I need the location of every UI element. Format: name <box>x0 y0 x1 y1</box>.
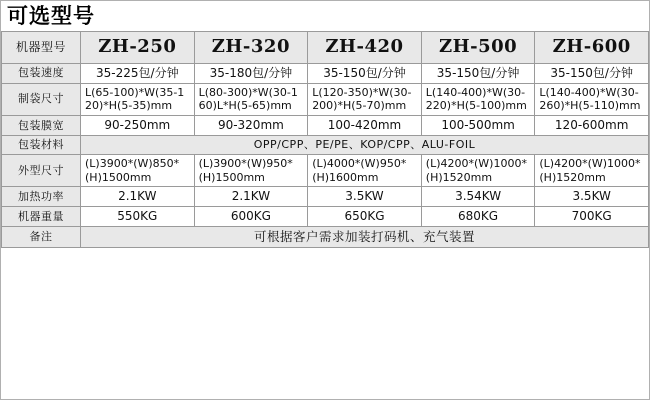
dimensions-value-2: (L)3900*(W)950*(H)1500mm <box>194 154 308 187</box>
film-width-value-3: 100-420mm <box>308 116 422 136</box>
page-title: 可选型号 <box>7 4 95 28</box>
table-row-film-width <box>2 116 649 136</box>
table-row-bag-size <box>2 83 649 116</box>
table-row-material <box>2 136 649 155</box>
power-value-3: 3.5KW <box>308 187 422 207</box>
dimensions-value-4: (L)4200*(W)1000*(H)1520mm <box>421 154 535 187</box>
row-header-weight: 机器重量 <box>2 207 81 227</box>
table-row-power <box>2 187 649 207</box>
row-header-material: 包装材料 <box>2 136 81 155</box>
power-value-5: 3.5KW <box>535 187 649 207</box>
table-row-weight <box>2 207 649 227</box>
specification-table <box>1 31 649 248</box>
dimensions-value-3: (L)4000*(W)950*(H)1600mm <box>308 154 422 187</box>
speed-value-4: 35-150包/分钟 <box>421 63 535 83</box>
bag-size-value-3: L(120-350)*W(30-200)*H(5-70)mm <box>308 83 422 116</box>
remark-value: 可根据客户需求加装打码机、充气装置 <box>81 227 649 248</box>
row-header-film-width: 包装膜宽 <box>2 116 81 136</box>
model-name-5: ZH-600 <box>535 32 649 64</box>
bag-size-value-1: L(65-100)*W(35-120)*H(5-35)mm <box>81 83 195 116</box>
power-value-4: 3.54KW <box>421 187 535 207</box>
row-header-speed: 包装速度 <box>2 63 81 83</box>
row-header-remark: 备注 <box>2 227 81 248</box>
film-width-value-1: 90-250mm <box>81 116 195 136</box>
power-value-1: 2.1KW <box>81 187 195 207</box>
dimensions-value-5: (L)4200*(W)1000*(H)1520mm <box>535 154 649 187</box>
speed-value-3: 35-150包/分钟 <box>308 63 422 83</box>
row-header-model: 机器型号 <box>2 32 81 64</box>
film-width-value-5: 120-600mm <box>535 116 649 136</box>
weight-value-5: 700KG <box>535 207 649 227</box>
weight-value-4: 680KG <box>421 207 535 227</box>
table-row-remark <box>2 227 649 248</box>
weight-value-3: 650KG <box>308 207 422 227</box>
table-row-model <box>2 32 649 64</box>
model-name-1: ZH-250 <box>81 32 195 64</box>
model-name-3: ZH-420 <box>308 32 422 64</box>
table-row-dimensions <box>2 154 649 187</box>
weight-value-2: 600KG <box>194 207 308 227</box>
bag-size-value-4: L(140-400)*W(30-220)*H(5-100)mm <box>421 83 535 116</box>
bag-size-value-2: L(80-300)*W(30-160)L*H(5-65)mm <box>194 83 308 116</box>
weight-value-1: 550KG <box>81 207 195 227</box>
speed-value-2: 35-180包/分钟 <box>194 63 308 83</box>
film-width-value-4: 100-500mm <box>421 116 535 136</box>
power-value-2: 2.1KW <box>194 187 308 207</box>
row-header-bag-size: 制袋尺寸 <box>2 83 81 116</box>
speed-value-1: 35-225包/分钟 <box>81 63 195 83</box>
speed-value-5: 35-150包/分钟 <box>535 63 649 83</box>
row-header-dimensions: 外型尺寸 <box>2 154 81 187</box>
row-header-power: 加热功率 <box>2 187 81 207</box>
film-width-value-2: 90-320mm <box>194 116 308 136</box>
model-name-2: ZH-320 <box>194 32 308 64</box>
dimensions-value-1: (L)3900*(W)850*(H)1500mm <box>81 154 195 187</box>
table-row-speed <box>2 63 649 83</box>
material-value: OPP/CPP、PE/PE、KOP/CPP、ALU-FOIL <box>81 136 649 155</box>
bag-size-value-5: L(140-400)*W(30-260)*H(5-110)mm <box>535 83 649 116</box>
model-name-4: ZH-500 <box>421 32 535 64</box>
